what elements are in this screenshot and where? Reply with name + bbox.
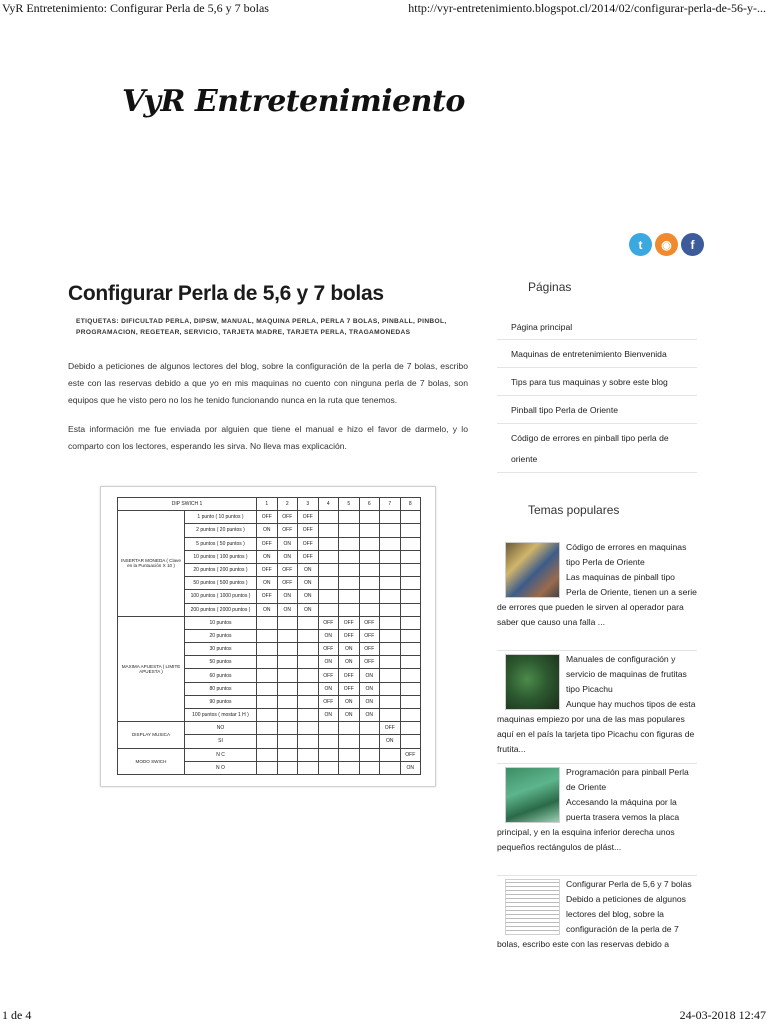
dip-switch-state: OFF [339,616,360,629]
dip-switch-state [318,537,339,550]
social-icons [629,233,704,256]
divider [497,763,697,764]
dip-switch-state [298,748,319,761]
dip-switch-state [380,748,401,761]
popular-post-thumbnail[interactable] [505,654,560,710]
dip-option-label: N C [185,748,257,761]
dip-switch-state: ON [339,643,360,656]
facebook-icon[interactable]: f [681,233,704,256]
divider [497,650,697,651]
dip-switch-number: 5 [339,498,360,511]
dip-switch-state [400,656,421,669]
dip-table-row [118,616,421,629]
dip-option-label: 60 puntos [185,669,257,682]
dip-switch-state: OFF [339,629,360,642]
dip-switch-state: OFF [257,590,278,603]
popular-post-thumbnail[interactable] [505,542,560,598]
print-page-number: 1 de 4 [2,1008,32,1022]
dip-option-label: 50 puntos [185,656,257,669]
dip-switch-state [380,629,401,642]
dip-switch-state: OFF [359,616,380,629]
dip-switch-state [318,761,339,774]
dip-switch-state: OFF [257,563,278,576]
dip-option-label: 100 puntos ( mostar 1 H ) [185,709,257,722]
dip-switch-state [400,709,421,722]
popular-post [497,540,697,630]
print-document-title: VyR Entretenimiento: Configurar Perla de 5,6 y 7 bolas [2,1,269,15]
dip-switch-state: ON [400,761,421,774]
dip-switch-state: OFF [359,656,380,669]
dip-switch-state: OFF [380,722,401,735]
popular-post-summary: Debido a peticiones de algunos lectores del blog, sobre la configuración de la perla de 7 bolas, escribo este con las reservas debido a [497,894,686,949]
dip-switch-state [380,577,401,590]
page-link[interactable]: Página principal [497,312,697,340]
dip-switch-state [339,537,360,550]
dip-switch-state: OFF [257,537,278,550]
dip-switch-state [359,511,380,524]
dip-switch-state: ON [257,603,278,616]
dip-switch-state [380,669,401,682]
dip-switch-state [339,735,360,748]
dip-switch-state [339,590,360,603]
dip-switch-state: OFF [277,511,298,524]
dip-switch-state: ON [318,656,339,669]
dip-switch-state [298,735,319,748]
dip-switch-state [359,735,380,748]
dip-switch-state [380,616,401,629]
dip-switch-table [117,497,421,775]
rss-icon[interactable]: ◉ [655,233,678,256]
dip-switch-state: OFF [318,669,339,682]
dip-switch-state [380,537,401,550]
dip-switch-state [257,695,278,708]
print-header [0,0,768,18]
dip-switch-state [400,590,421,603]
dip-switch-number: 7 [380,498,401,511]
dip-switch-state [400,577,421,590]
dip-option-label: 80 puntos [185,682,257,695]
dip-switch-state [400,669,421,682]
dip-switch-state: OFF [277,577,298,590]
dip-switch-state: OFF [359,629,380,642]
dip-switch-state [380,563,401,576]
dip-group-label: DISPLAY MUSICA [118,722,185,748]
dip-switch-state [277,735,298,748]
dip-switch-state [298,695,319,708]
dip-switch-state: ON [359,682,380,695]
dip-switch-state: OFF [359,643,380,656]
dip-switch-state [318,722,339,735]
dip-switch-state [298,643,319,656]
popular-post-title[interactable]: Configurar Perla de 5,6 y 7 bolas [566,879,692,889]
dip-switch-state [257,709,278,722]
dip-switch-state [400,682,421,695]
print-footer [0,1006,768,1024]
dip-switch-state [380,643,401,656]
dip-switch-state: OFF [298,537,319,550]
dip-switch-state [400,563,421,576]
dip-switch-state [380,550,401,563]
dip-switch-state [277,761,298,774]
dip-switch-state: ON [257,524,278,537]
popular-post-summary: Aunque hay muchos tipos de esta maquinas empiezo por una de las mas populares aquí en el país la tarjeta tipo Picachu con figuras de frutita... [497,699,696,754]
dip-switch-state [318,563,339,576]
dip-switch-state [318,550,339,563]
print-url: http://vyr-entretenimiento.blogspot.cl/2014/02/configurar-perla-de-56-y-... [408,1,766,15]
dip-switch-state: ON [277,550,298,563]
dip-switch-state [380,761,401,774]
dip-switch-state [257,761,278,774]
dip-switch-state [298,656,319,669]
dip-switch-state: ON [298,590,319,603]
page-link[interactable]: Maquinas de entretenimiento Bienvenida [497,340,697,368]
dip-switch-state [359,761,380,774]
dip-switch-state: ON [277,603,298,616]
dip-switch-number: 2 [277,498,298,511]
dip-switch-state [298,709,319,722]
dip-switch-state: ON [339,709,360,722]
dip-switch-state: OFF [339,669,360,682]
popular-post [497,765,697,855]
dip-option-label: 1 punto ( 10 puntos ) [185,511,257,524]
dip-switch-state: ON [318,629,339,642]
dip-option-label: 20 puntos [185,629,257,642]
page-link[interactable]: Pinball tipo Perla de Oriente [497,396,697,424]
dip-switch-state [277,695,298,708]
dip-switch-state [318,603,339,616]
dip-switch-state [318,748,339,761]
dip-switch-state [339,761,360,774]
dip-switch-state [339,722,360,735]
dip-switch-state: OFF [277,563,298,576]
dip-table-header-row [118,498,421,511]
blog-title[interactable]: VyR Entretenimiento [122,84,465,119]
dip-switch-state [277,748,298,761]
dip-switch-state [339,603,360,616]
dip-switch-state [277,682,298,695]
dip-switch-state [277,722,298,735]
dip-switch-state [359,577,380,590]
dip-switch-state [339,511,360,524]
dip-group-label: MAXIMA APUESTA ( LIMITE APUESTA ) [118,616,185,722]
page-link[interactable]: Código de errores en pinball tipo perla de oriente [497,424,697,473]
dip-option-label: 30 puntos [185,643,257,656]
post-body [68,358,468,455]
dip-switch-state [277,616,298,629]
dip-switch-state [380,511,401,524]
dip-switch-state: ON [298,577,319,590]
dip-switch-state: ON [339,695,360,708]
dip-option-label: 200 puntos ( 2000 puntos ) [185,603,257,616]
dip-switch-state [277,629,298,642]
dip-switch-state: OFF [257,511,278,524]
dip-switch-state: ON [298,563,319,576]
dip-table-row [118,722,421,735]
dip-switch-state: ON [359,709,380,722]
dip-switch-state [359,524,380,537]
dip-switch-state [400,722,421,735]
dip-switch-state: ON [298,603,319,616]
dip-switch-state [298,761,319,774]
dip-switch-state [318,511,339,524]
dip-switch-state [257,656,278,669]
dip-switch-state [400,643,421,656]
dip-switch-state [400,537,421,550]
dip-switch-state [298,682,319,695]
dip-option-label: 5 puntos ( 50 puntos ) [185,537,257,550]
dip-switch-state: OFF [298,524,319,537]
dip-switch-state [339,748,360,761]
dip-switch-state: ON [339,656,360,669]
popular-post [497,652,697,757]
dip-switch-number: 4 [318,498,339,511]
post-paragraph: Esta información me fue enviada por alguien que tiene el manual e hizo el favor de darmelo, y lo comparto con los lectores, esperando les sirva. No lleva mas explicación. [68,424,468,451]
dip-switch-state [298,616,319,629]
dip-option-label: 10 puntos [185,616,257,629]
dip-switch-number: 6 [359,498,380,511]
dip-switch-state [359,603,380,616]
dip-switch-state [359,537,380,550]
dip-table-header-label: DIP SWICH 1 [118,498,257,511]
dip-switch-state: ON [359,669,380,682]
dip-switch-state: ON [359,695,380,708]
popular-post-summary: Accesando la máquina por la puerta trasera vemos la placa principal, y en la esquina inferior derecha unos pequeños rectángulos de plást... [497,797,680,852]
dip-switch-state [380,682,401,695]
pages-heading: Páginas [528,280,572,294]
popular-post-summary: Las maquinas de pinball tipo Perla de Oriente, tienen un a serie de errores que pueden le sirven al operador para saber que causo una falla ... [497,572,697,627]
divider [497,875,697,876]
dip-switch-state [380,590,401,603]
dip-switch-state [257,616,278,629]
print-date: 24-03-2018 12:47 [679,1008,766,1022]
dip-switch-state [277,669,298,682]
dip-switch-state: ON [380,735,401,748]
dip-switch-state [257,735,278,748]
dip-switch-state: ON [257,550,278,563]
dip-switch-state: OFF [277,524,298,537]
dip-switch-state [400,511,421,524]
dip-switch-state [257,722,278,735]
dip-switch-state [400,629,421,642]
dip-switch-state [339,563,360,576]
dip-option-label: 50 puntos ( 500 puntos ) [185,577,257,590]
dip-switch-state [339,550,360,563]
dip-switch-state [257,748,278,761]
dip-switch-state [380,695,401,708]
dip-switch-state [359,563,380,576]
popular-post-title[interactable]: Manuales de configuración y servicio de maquinas de frutitas tipo Picachu [566,654,687,694]
dip-switch-state [298,629,319,642]
dip-switch-state: OFF [400,748,421,761]
dip-switch-state [380,524,401,537]
dip-switch-state [277,643,298,656]
popular-post-title[interactable]: Programación para pinball Perla de Oriente [566,767,689,792]
popular-posts-heading: Temas populares [528,503,620,517]
dip-switch-state [298,669,319,682]
dip-switch-state [359,748,380,761]
dip-option-label: 10 puntos ( 100 puntos ) [185,550,257,563]
post [68,282,468,455]
dip-group-label: MODO SWICH [118,748,185,774]
dip-switch-state [277,656,298,669]
popular-post [497,877,697,952]
pages-list [497,312,697,473]
dip-switch-table-image[interactable] [100,486,436,787]
popular-post-thumbnail[interactable] [505,879,560,935]
dip-switch-state [257,669,278,682]
dip-switch-state [339,577,360,590]
dip-switch-state [359,590,380,603]
dip-table-row [118,748,421,761]
popular-post-thumbnail[interactable] [505,767,560,823]
dip-switch-state: ON [318,682,339,695]
dip-switch-state [257,682,278,695]
dip-switch-state [400,524,421,537]
dip-group-label: INSERTAR MONEDA ( Clave en la Puntuación X 10 ) [118,511,185,617]
dip-switch-state [257,643,278,656]
post-title[interactable]: Configurar Perla de 5,6 y 7 bolas [68,282,384,305]
twitter-icon[interactable]: t [629,233,652,256]
dip-switch-state [339,524,360,537]
dip-option-label: 100 puntos ( 1000 puntos ) [185,590,257,603]
dip-switch-state: OFF [318,695,339,708]
dip-option-label: 90 puntos [185,695,257,708]
dip-switch-state: OFF [318,643,339,656]
dip-table-row [118,511,421,524]
dip-switch-state: OFF [339,682,360,695]
dip-option-label: NO [185,722,257,735]
dip-switch-state [400,735,421,748]
dip-switch-state [400,695,421,708]
dip-switch-state: OFF [318,616,339,629]
dip-option-label: N O [185,761,257,774]
dip-switch-state [298,722,319,735]
dip-switch-state [400,550,421,563]
page-link[interactable]: Tips para tus maquinas y sobre este blog [497,368,697,396]
dip-switch-state [380,656,401,669]
dip-switch-number: 8 [400,498,421,511]
dip-switch-number: 1 [257,498,278,511]
dip-switch-state [380,709,401,722]
dip-switch-state [277,709,298,722]
dip-switch-state: ON [277,590,298,603]
popular-post-title[interactable]: Código de errores en maquinas tipo Perla de Oriente [566,542,687,567]
dip-switch-state: ON [318,709,339,722]
dip-switch-state [359,722,380,735]
dip-switch-number: 3 [298,498,319,511]
dip-option-label: SI [185,735,257,748]
dip-switch-state [318,590,339,603]
dip-switch-state [380,603,401,616]
dip-switch-state: OFF [298,511,319,524]
post-labels[interactable]: ETIQUETAS: DIFICULTAD PERLA, DIPSW, MANUAL, MAQUINA PERLA, PERLA 7 BOLAS, PINBALL, PINBOL, PROGRAMACION, REGETEAR, SERVICIO, TARJETA MADRE, TARJETA PERLA, TRAGAMONEDAS [76,318,447,336]
dip-switch-state [400,616,421,629]
post-paragraph: Debido a peticiones de algunos lectores del blog, sobre la configuración de la perla de 7 bolas, escribo este con las reservas debido a que yo en mis maquinas no cuento con ninguna perla de 7 bolas, son equipos que he visto pero no los he tenido funcionando nunca en la ruta que tenemos. [68,361,468,405]
dip-switch-state: OFF [298,550,319,563]
dip-switch-state [400,603,421,616]
dip-switch-state: ON [257,577,278,590]
dip-option-label: 20 puntos ( 200 puntos ) [185,563,257,576]
dip-switch-state [318,577,339,590]
dip-switch-state [257,629,278,642]
dip-switch-state: ON [277,537,298,550]
dip-switch-state [318,524,339,537]
dip-option-label: 2 puntos ( 20 puntos ) [185,524,257,537]
dip-switch-state [359,550,380,563]
dip-switch-state [318,735,339,748]
